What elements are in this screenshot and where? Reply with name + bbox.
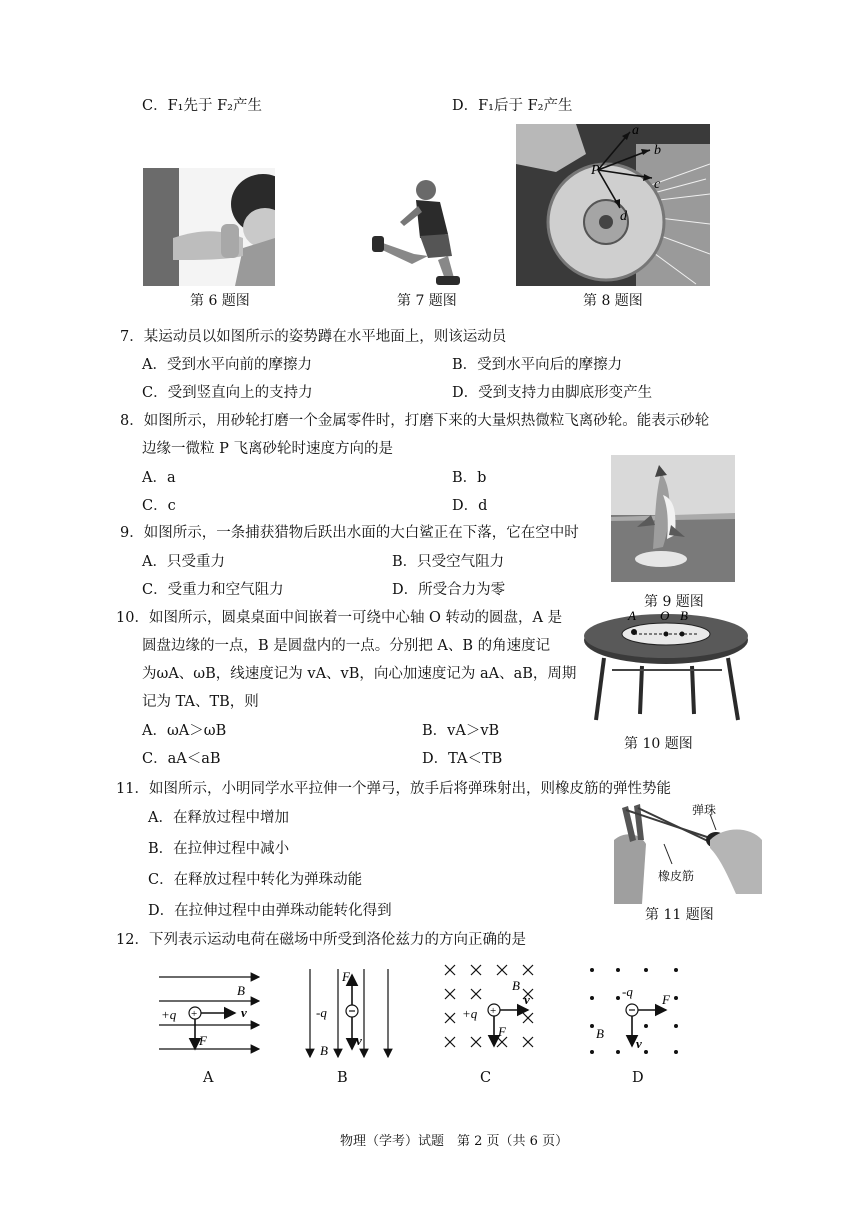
q7-option-a: A．受到水平向前的摩擦力: [142, 357, 312, 373]
q9-option-b: B．只受空气阻力: [392, 554, 505, 570]
fig9-photo: [611, 455, 735, 582]
q12a-field-label: B: [237, 983, 245, 998]
q8-option-b: B．b: [452, 470, 487, 486]
q8-stem-line2: 边缘一微粒 P 飞离砂轮时速度方向的是: [142, 441, 393, 457]
fig8-label-a: a: [632, 124, 639, 138]
q10-option-d: D．TA＜TB: [422, 751, 503, 767]
fig7-caption: 第 7 题图: [397, 293, 457, 309]
q11-option-b: B．在拉伸过程中减小: [148, 841, 290, 857]
fig11-caption: 第 11 题图: [645, 907, 714, 923]
q8-stem-line1: 8．如图所示，用砂轮打磨一个金属零件时，打磨下来的大量炽热微粒飞离砂轮。能表示砂轮: [120, 413, 710, 429]
fig8-label-p: P: [591, 163, 600, 178]
q11-option-a: A．在释放过程中增加: [148, 810, 289, 826]
q8-option-d: D．d: [452, 498, 488, 514]
q9-option-a: A．只受重力: [142, 554, 225, 570]
q12a-charge-label: +q: [161, 1007, 177, 1022]
q12c-charge-label: +q: [462, 1006, 478, 1021]
svg-text:+: +: [490, 1005, 497, 1017]
fig10-diagram: [582, 608, 750, 726]
fig11-label-marble: 弹珠: [692, 803, 717, 817]
fig7-photo: [370, 172, 480, 290]
q10-stem-line3: 为ωA、ωB，线速度记为 vA、vB，向心加速度记为 aA、aB，周期: [142, 666, 577, 682]
q12d-velocity-label: v: [636, 1036, 642, 1051]
fig10-label-o: O: [660, 608, 670, 623]
fig6-photo: [143, 168, 275, 286]
q12-diagram-b: [300, 965, 400, 1065]
fig10-label-a: A: [628, 608, 636, 623]
q12b-force-label: F: [342, 969, 350, 984]
svg-text:+: +: [191, 1008, 198, 1020]
q6-option-d: D．F₁后于 F₂产生: [452, 98, 573, 114]
q12-label-b: B: [337, 1070, 348, 1086]
fig8-caption: 第 8 题图: [583, 293, 643, 309]
q12c-velocity-label: v: [524, 992, 530, 1007]
q8-option-c: C．c: [142, 498, 176, 514]
q10-option-b: B．vA＞vB: [422, 723, 500, 739]
q7-stem: 7．某运动员以如图所示的姿势蹲在水平地面上，则该运动员: [120, 329, 507, 345]
q9-option-c: C．受重力和空气阻力: [142, 582, 284, 598]
q12-label-d: D: [632, 1070, 644, 1086]
q7-option-b: B．受到水平向后的摩擦力: [452, 357, 623, 373]
q9-option-d: D．所受合力为零: [392, 582, 506, 598]
q12-diagram-d: [584, 962, 688, 1062]
q12-label-c: C: [480, 1070, 492, 1086]
q8-option-a: A．a: [142, 470, 176, 486]
q10-stem-line2: 圆盘边缘的一点，B 是圆盘内的一点。分别把 A、B 的角速度记: [142, 638, 551, 654]
q12-diagram-c: [440, 960, 550, 1064]
q12d-charge-label: -q: [622, 984, 633, 999]
q12c-field-label: B: [512, 978, 520, 993]
fig9-caption: 第 9 题图: [644, 594, 704, 610]
q12b-charge-label: -q: [316, 1005, 327, 1020]
q10-stem-line4: 记为 TA、TB，则: [142, 694, 259, 710]
fig8-label-c: c: [654, 177, 661, 192]
q12d-field-label: B: [596, 1026, 604, 1041]
q9-stem: 9．如图所示，一条捕获猎物后跃出水面的大白鲨正在下落，它在空中时: [120, 525, 579, 541]
q11-option-c: C．在释放过程中转化为弹珠动能: [148, 872, 363, 888]
fig10-caption: 第 10 题图: [624, 736, 693, 752]
q7-option-c: C．受到竖直向上的支持力: [142, 385, 313, 401]
q12d-force-label: F: [662, 992, 670, 1007]
q6-option-c: C．F₁先于 F₂产生: [142, 98, 262, 114]
q11-option-d: D．在拉伸过程中由弹珠动能转化得到: [148, 903, 392, 919]
fig8-photo: [516, 124, 710, 286]
q12b-velocity-label: v: [356, 1033, 362, 1048]
q12b-field-label: B: [320, 1043, 328, 1058]
fig11-label-rubber: 橡皮筋: [658, 869, 695, 883]
q12-diagram-a: [155, 965, 265, 1065]
q11-stem: 11．如图所示，小明同学水平拉伸一个弹弓，放手后将弹珠射出，则橡皮筋的弹性势能: [116, 781, 671, 797]
q10-option-a: A．ωA＞ωB: [142, 723, 227, 739]
fig10-label-b: B: [680, 608, 688, 623]
q10-stem-line1: 10．如图所示，圆桌桌面中间嵌着一可绕中心轴 O 转动的圆盘，A 是: [116, 610, 563, 626]
q12-stem: 12．下列表示运动电荷在磁场中所受到洛伦兹力的方向正确的是: [116, 932, 526, 948]
fig8-label-b: b: [654, 143, 661, 158]
q10-option-c: C．aA＜aB: [142, 751, 221, 767]
fig6-caption: 第 6 题图: [190, 293, 250, 309]
q7-option-d: D．受到支持力由脚底形变产生: [452, 385, 653, 401]
q12c-force-label: F: [498, 1024, 506, 1039]
page-footer: 物理（学考）试题 第 2 页（共 6 页）: [340, 1134, 569, 1149]
q12a-force-label: F: [199, 1033, 207, 1048]
fig11-photo: [606, 800, 766, 904]
q12a-velocity-label: v: [241, 1005, 247, 1020]
fig8-label-d: d: [620, 209, 627, 224]
q12-label-a: A: [203, 1070, 214, 1086]
